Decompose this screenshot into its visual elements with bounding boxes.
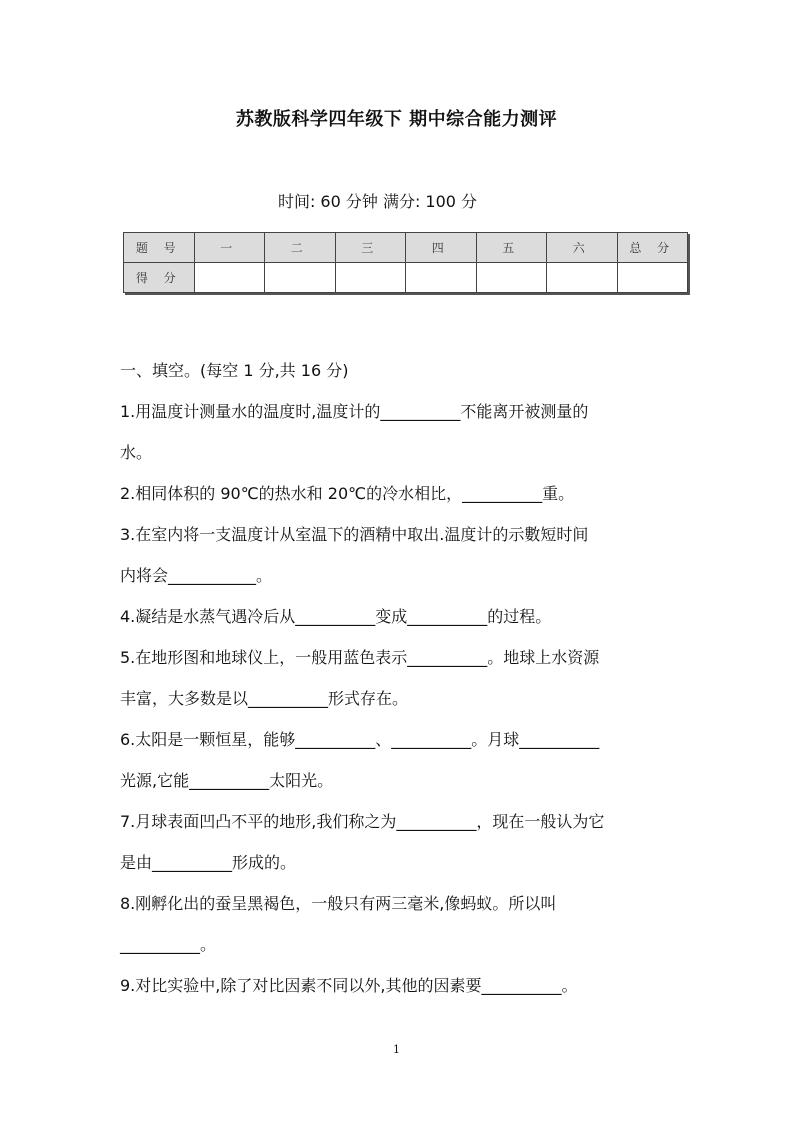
question-line: 是由__________形成的。 — [120, 853, 297, 872]
question-line: 3.在室内将一支温度计从室温下的酒精中取出.温度计的示數短时间 — [120, 525, 589, 544]
question-line: 5.在地形图和地球仪上，一般用蓝色表示__________。地球上水资源 — [120, 648, 600, 667]
score-table-col-3: 三 — [335, 233, 406, 263]
score-cell — [547, 263, 618, 293]
score-cell — [265, 263, 336, 293]
score-table-row-label: 得 分 — [124, 263, 195, 293]
score-table-col-1: 一 — [194, 233, 265, 263]
score-cell — [406, 263, 477, 293]
score-table-col-5: 五 — [476, 233, 547, 263]
question-line: __________。 — [120, 935, 217, 954]
section-fill-in-blank — [120, 350, 680, 1006]
question-line: 9.对比实验中,除了对比因素不同以外,其他的因素要__________。 — [120, 976, 578, 995]
time-info: 时间: 60 分钟 满分: 100 分 — [277, 192, 478, 211]
question-line: 2.相同体积的 90℃的热水和 20℃的冷水相比，__________重。 — [120, 484, 575, 503]
question-line: 7.月球表面凹凸不平的地形,我们称之为__________，现在一般认为它 — [120, 812, 605, 831]
score-table-header-label: 题 号 — [124, 233, 195, 263]
question-line: 6.太阳是一颗恒星，能够__________、__________。月球__________ — [120, 730, 600, 749]
question-line: 水。 — [120, 443, 153, 462]
score-table-col-2: 二 — [265, 233, 336, 263]
score-cell — [476, 263, 547, 293]
score-cell — [335, 263, 406, 293]
page-number: 1 — [393, 1043, 400, 1056]
score-table — [123, 232, 688, 293]
question-line: 8.刚孵化出的蚕呈黑褐色，一般只有两三毫米,像蚂蚁。所以叫 — [120, 894, 557, 913]
question-line: 内将会___________。 — [120, 566, 273, 585]
score-cell-total — [617, 263, 688, 293]
score-table-header-row — [124, 233, 688, 263]
score-table-score-row — [124, 263, 688, 293]
page-title: 苏教版科学四年级下 期中综合能力测评 — [235, 109, 558, 130]
question-line: 4.凝结是水蒸气遇冷后从__________变成__________的过程。 — [120, 607, 552, 626]
question-line: 1.用温度计测量水的温度时,温度计的__________不能离开被测量的 — [120, 402, 589, 421]
section-title: 一、填空。(每空 1 分,共 16 分) — [120, 361, 349, 380]
score-cell — [194, 263, 265, 293]
question-line: 光源,它能__________太阳光。 — [120, 771, 334, 790]
question-line: 丰富，大多数是以__________形式存在。 — [120, 689, 409, 708]
score-table-col-4: 四 — [406, 233, 477, 263]
score-table-col-total: 总 分 — [617, 233, 688, 263]
score-table-col-6: 六 — [547, 233, 618, 263]
